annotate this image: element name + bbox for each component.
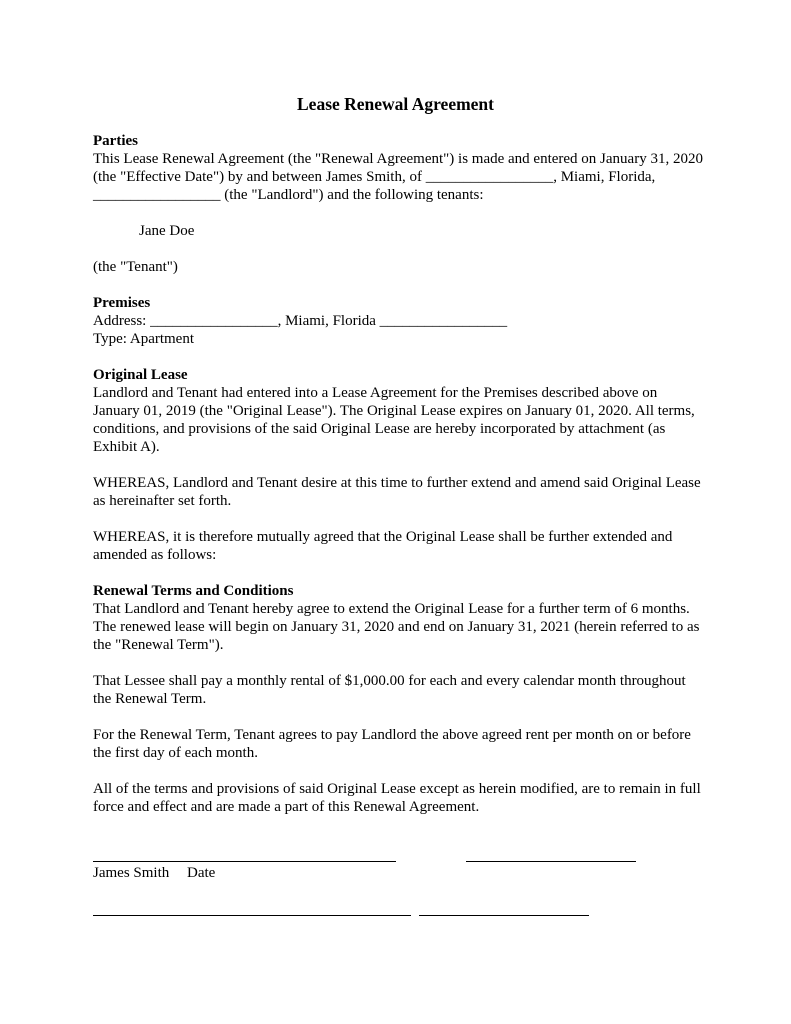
parties-heading: Parties xyxy=(93,133,138,149)
tenant-date-line xyxy=(419,915,589,916)
premises-heading: Premises xyxy=(93,295,151,311)
landlord-date-label: Date xyxy=(187,865,216,881)
document-body xyxy=(93,132,703,816)
original-lease-paragraph: Landlord and Tenant had entered into a Lease Agreement for the Premises described above on January 01, 2019 (the "Original Lease"). The Original Lease expires on January 01, 2020. All terms, conditions, and provisions of the said Original Lease are hereby incorporated by attachment (as Exhibit A). xyxy=(93,385,695,455)
original-lease-heading: Original Lease xyxy=(93,367,188,383)
renewal-term-paragraph: That Landlord and Tenant hereby agree to extend the Original Lease for a further term of 6 months. The renewed lease will begin on January 31, 2020 and end on January 31, 2021 (herein referred to as the "Renewal Term"). xyxy=(93,601,700,653)
premises-address: Address: _________________, Miami, Florida _________________ xyxy=(93,313,508,329)
landlord-signature-name: James Smith xyxy=(93,865,170,881)
tenant-label: (the "Tenant") xyxy=(93,259,178,275)
tenant-signature-line xyxy=(93,915,411,916)
whereas-paragraph-1: WHEREAS, Landlord and Tenant desire at this time to further extend and amend said Original Lease as hereinafter set forth. xyxy=(93,475,701,509)
landlord-signature-line xyxy=(93,861,396,862)
whereas-paragraph-2: WHEREAS, it is therefore mutually agreed that the Original Lease shall be further extended and amended as follows: xyxy=(93,529,673,563)
tenant-name: Jane Doe xyxy=(139,223,195,239)
provisions-paragraph: All of the terms and provisions of said Original Lease except as herein modified, are to remain in full force and effect and are made a part of this Renewal Agreement. xyxy=(93,781,701,815)
payment-paragraph: For the Renewal Term, Tenant agrees to pay Landlord the above agreed rent per month on or before the first day of each month. xyxy=(93,727,691,761)
parties-paragraph: This Lease Renewal Agreement (the "Renewal Agreement") is made and entered on January 31, 2020 (the "Effective Date") by and between James Smith, of _________________, Miami, Florida, _________________ (the "Landlord") and the following tenants: xyxy=(93,151,703,203)
landlord-date-line xyxy=(466,861,636,862)
document-title: Lease Renewal Agreement xyxy=(297,94,494,114)
rent-paragraph: That Lessee shall pay a monthly rental of $1,000.00 for each and every calendar month throughout the Renewal Term. xyxy=(93,673,686,707)
premises-type: Type: Apartment xyxy=(93,331,195,347)
renewal-terms-heading: Renewal Terms and Conditions xyxy=(93,583,294,599)
